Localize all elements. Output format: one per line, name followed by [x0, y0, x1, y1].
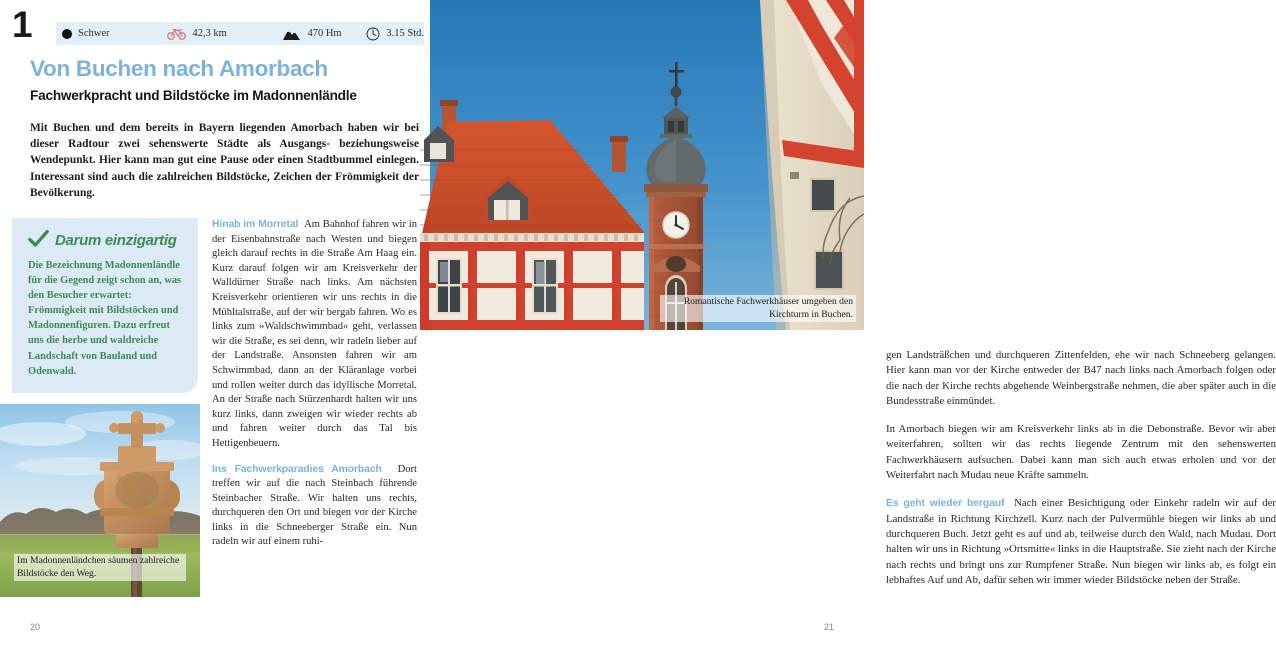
body-column-right — [886, 348, 1276, 601]
stat-difficulty — [62, 28, 167, 39]
paragraph-text: gen Landsträßchen und durchqueren Zittenfelden, ehe wir nach Schneeberg gelangen. Hier kann man vor der Kirche entweder der B47 nach links nach Amorbach folgen oder die nach der Kirche rechts abgehende Weinbergstraße nehmen, die aber später auch in die Bundesstraße einmündet. — [886, 349, 1276, 407]
paragraph-text: Am Bahnhof fahren wir in der Eisenbahnstraße nach Westen und biegen gleich darauf rechts in die Straße Am Haag ein. Kurz darauf folgen wir am Kreisverkehr der Walldürner Straße nach links. Am nächsten Kreisverkehr orientieren wir uns rechts in die Mühltalstraße, auf der wir bergab fahren. Wo es links zum »Waldschwimmbad« geht, verlassen wir die Straße, es sei denn, wir radeln lieber auf der Landstraße. Ansonsten fahren wir am Schwimmbad, dann an der Kläranlage vorbei und rollen weiter durch das idyllische Morretal. An der Straße nach Stürzenhardt halten wir uns kurz links, dann zweigen wir wieder rechts ab und fahren weiter durch das Tal bis Hettigenbeuern. — [212, 219, 418, 449]
left-page — [0, 0, 430, 648]
paragraph — [886, 496, 1276, 588]
photo-caption-right: Romantische Fachwerkhäuser umgeben den Kirchturm in Buchen. — [660, 295, 856, 322]
check-icon — [28, 230, 49, 249]
highlight-box-title: Darum einzigartig — [55, 232, 177, 249]
tour-number: 1 — [12, 4, 32, 45]
bicycle-icon — [167, 27, 186, 40]
paragraph — [212, 463, 417, 551]
folio-right: 21 — [823, 622, 834, 632]
page-title: Von Buchen nach Amorbach — [30, 56, 328, 81]
half-timbered-houses-photo — [430, 0, 864, 330]
run-in-heading: Es geht wieder bergauf — [886, 498, 1005, 510]
stat-distance — [167, 27, 282, 40]
tour-stats-bar — [56, 22, 424, 45]
run-in-heading: Hinab im Morretal — [212, 219, 299, 230]
stat-distance-label: 42,3 km — [192, 28, 227, 39]
paragraph-text: In Amorbach biegen wir am Kreisverkehr links ab in die Debonstraße. Bevor wir aber weiterfahren, sollten wir das rechts liegende Zentrum mit den sehenswerten Fachwerkhäusern aufsuchen. Dabei kann man sich auch etwas erholen und vor der Weiterfahrt nach Mudau neue Kräfte sammeln. — [886, 423, 1276, 482]
intro-paragraph: Mit Buchen und dem bereits in Bayern liegenden Amorbach haben wir bei dieser Radtour zwei sehenswerte Städte als Ausgangs- beziehungsweise Wendepunkt. Hier kann man gut eine Pause oder einen Stadtbummel einlegen. Interessant sind auch die zahlreichen Bildstöcke, Zeichen der Frömmigkeit der Bevölkerung. — [30, 122, 419, 199]
highlight-box-header — [28, 232, 184, 249]
highlight-box-text: Die Bezeichnung Madonnenländle für die Gegend zeigt schon an, was den Besucher erwartet: Frömmigkeit mit Bildstöcken und Madonnenfiguren. Dazu erfreut uns die herbe und waldreiche Landschaft von Bauland und Odenwald. — [28, 260, 182, 377]
stat-duration — [366, 27, 424, 41]
mountain-icon — [282, 27, 301, 41]
stat-elevation-label: 470 Hm — [307, 28, 342, 39]
stat-elevation — [282, 27, 366, 41]
wayside-shrine-photo — [0, 404, 200, 597]
body-column-middle — [212, 218, 417, 561]
stat-difficulty-label: Schwer — [78, 28, 110, 39]
difficulty-dot-icon — [62, 29, 72, 39]
photo-caption-left: Im Madonnenländchen säumen zahlreiche Bildstöcke den Weg. — [14, 554, 186, 581]
run-in-heading: Ins Fachwerkparadies Amorbach — [212, 463, 382, 475]
paragraph — [886, 422, 1276, 483]
page-subtitle: Fachwerkpracht und Bildstöcke im Madonnenländle — [30, 88, 357, 103]
stat-duration-label: 3.15 Std. — [386, 28, 424, 39]
highlight-box — [12, 218, 198, 393]
clock-icon — [366, 27, 380, 41]
folio-left: 20 — [30, 622, 41, 632]
paragraph-text: Dort treffen wir auf die nach Steinbach führende Steinbacher Straße. Wir halten uns rechts, durchqueren den Ort und biegen vor der Kirche links in die Schneeberger Straße ein. Nun radeln wir auf einem ruhi- — [212, 463, 417, 548]
paragraph-text: Nach einer Besichtigung oder Einkehr radeln wir auf der Landstraße in Richtung Kirchzell. Kurz nach der Pulvermühle biegen wir links ab und durchqueren Buch. Jetzt geht es auf und ab, teilweise durch den Wald, nach Mudau. Dort halten wir uns in Richtung »Ortsmitte« links in die Hauptstraße. Sie zieht nach der Kirche nach rechts und bringt uns zur Rumpfener Straße. Nun biegen wir links ab, es folgt ein lebhaftes Auf und Ab, dafür sehen wir immer wieder Bildstöcke neben der Straße. — [886, 497, 1276, 586]
paragraph — [212, 218, 417, 452]
paragraph — [886, 348, 1276, 409]
